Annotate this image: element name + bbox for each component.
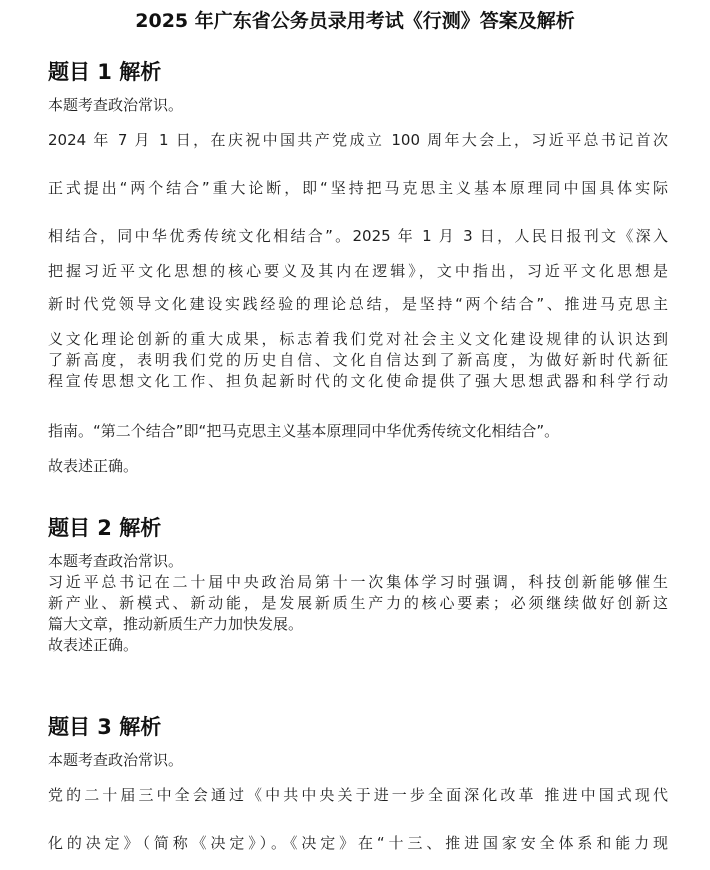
section-1-line: 指南。“第二个结合”即“把马克思主义基本原理同中华优秀传统文化相结合”。: [48, 422, 560, 440]
section-2-line: 习近平总书记在二十届中央政治局第十一次集体学习时强调，科技创新能够催生: [48, 573, 668, 591]
section-1-line: 新时代党领导文化建设实践经验的理论总结，是坚持“两个结合”、推进马克思主: [48, 295, 668, 313]
section-3-line: 党的二十届三中全会通过《中共中央关于进一步全面深化改革 推进中国式现代: [48, 786, 668, 804]
section-1-line: 把握习近平文化思想的核心要义及其内在逻辑》，文中指出，习近平文化思想是: [48, 262, 668, 280]
section-3-line: 化的决定》（简称《决定》）。《决定》在“十三、推进国家安全体系和能力现: [48, 834, 668, 852]
section-2-heading: 题目 2 解析: [48, 516, 162, 540]
section-1-line: 本题考查政治常识。: [48, 96, 184, 114]
section-2-line: 本题考查政治常识。: [48, 552, 184, 570]
section-1-line: 2024 年 7 月 1 日，在庆祝中国共产党成立 100 周年大会上，习近平总书记首次: [48, 131, 668, 149]
section-3-line: 本题考查政治常识。: [48, 751, 184, 769]
section-2-line: 篇大文章，推动新质生产力加快发展。: [48, 615, 304, 633]
section-1-heading: 题目 1 解析: [48, 60, 162, 84]
section-3-heading: 题目 3 解析: [48, 715, 162, 739]
section-1-line: 了新高度，表明我们党的历史自信、文化自信达到了新高度，为做好新时代新征: [48, 351, 668, 369]
section-1-line: 程宣传思想文化工作、担负起新时代的文化使命提供了强大思想武器和科学行动: [48, 372, 668, 390]
section-1-line: 义文化理论创新的重大成果，标志着我们党对社会主义文化建设规律的认识达到: [48, 330, 668, 348]
section-1-line: 正式提出“两个结合”重大论断，即“坚持把马克思主义基本原理同中国具体实际: [48, 179, 668, 197]
section-2-line: 故表述正确。: [48, 636, 139, 654]
section-1-line: 故表述正确。: [48, 457, 139, 475]
section-1-line: 相结合，同中华优秀传统文化相结合”。2025 年 1 月 3 日，人民日报刊文《深入: [48, 227, 668, 245]
document-title: 2025 年广东省公务员录用考试《行测》答案及解析: [135, 10, 575, 32]
section-2-line: 新产业、新模式、新动能，是发展新质生产力的核心要素；必须继续做好创新这: [48, 594, 668, 612]
